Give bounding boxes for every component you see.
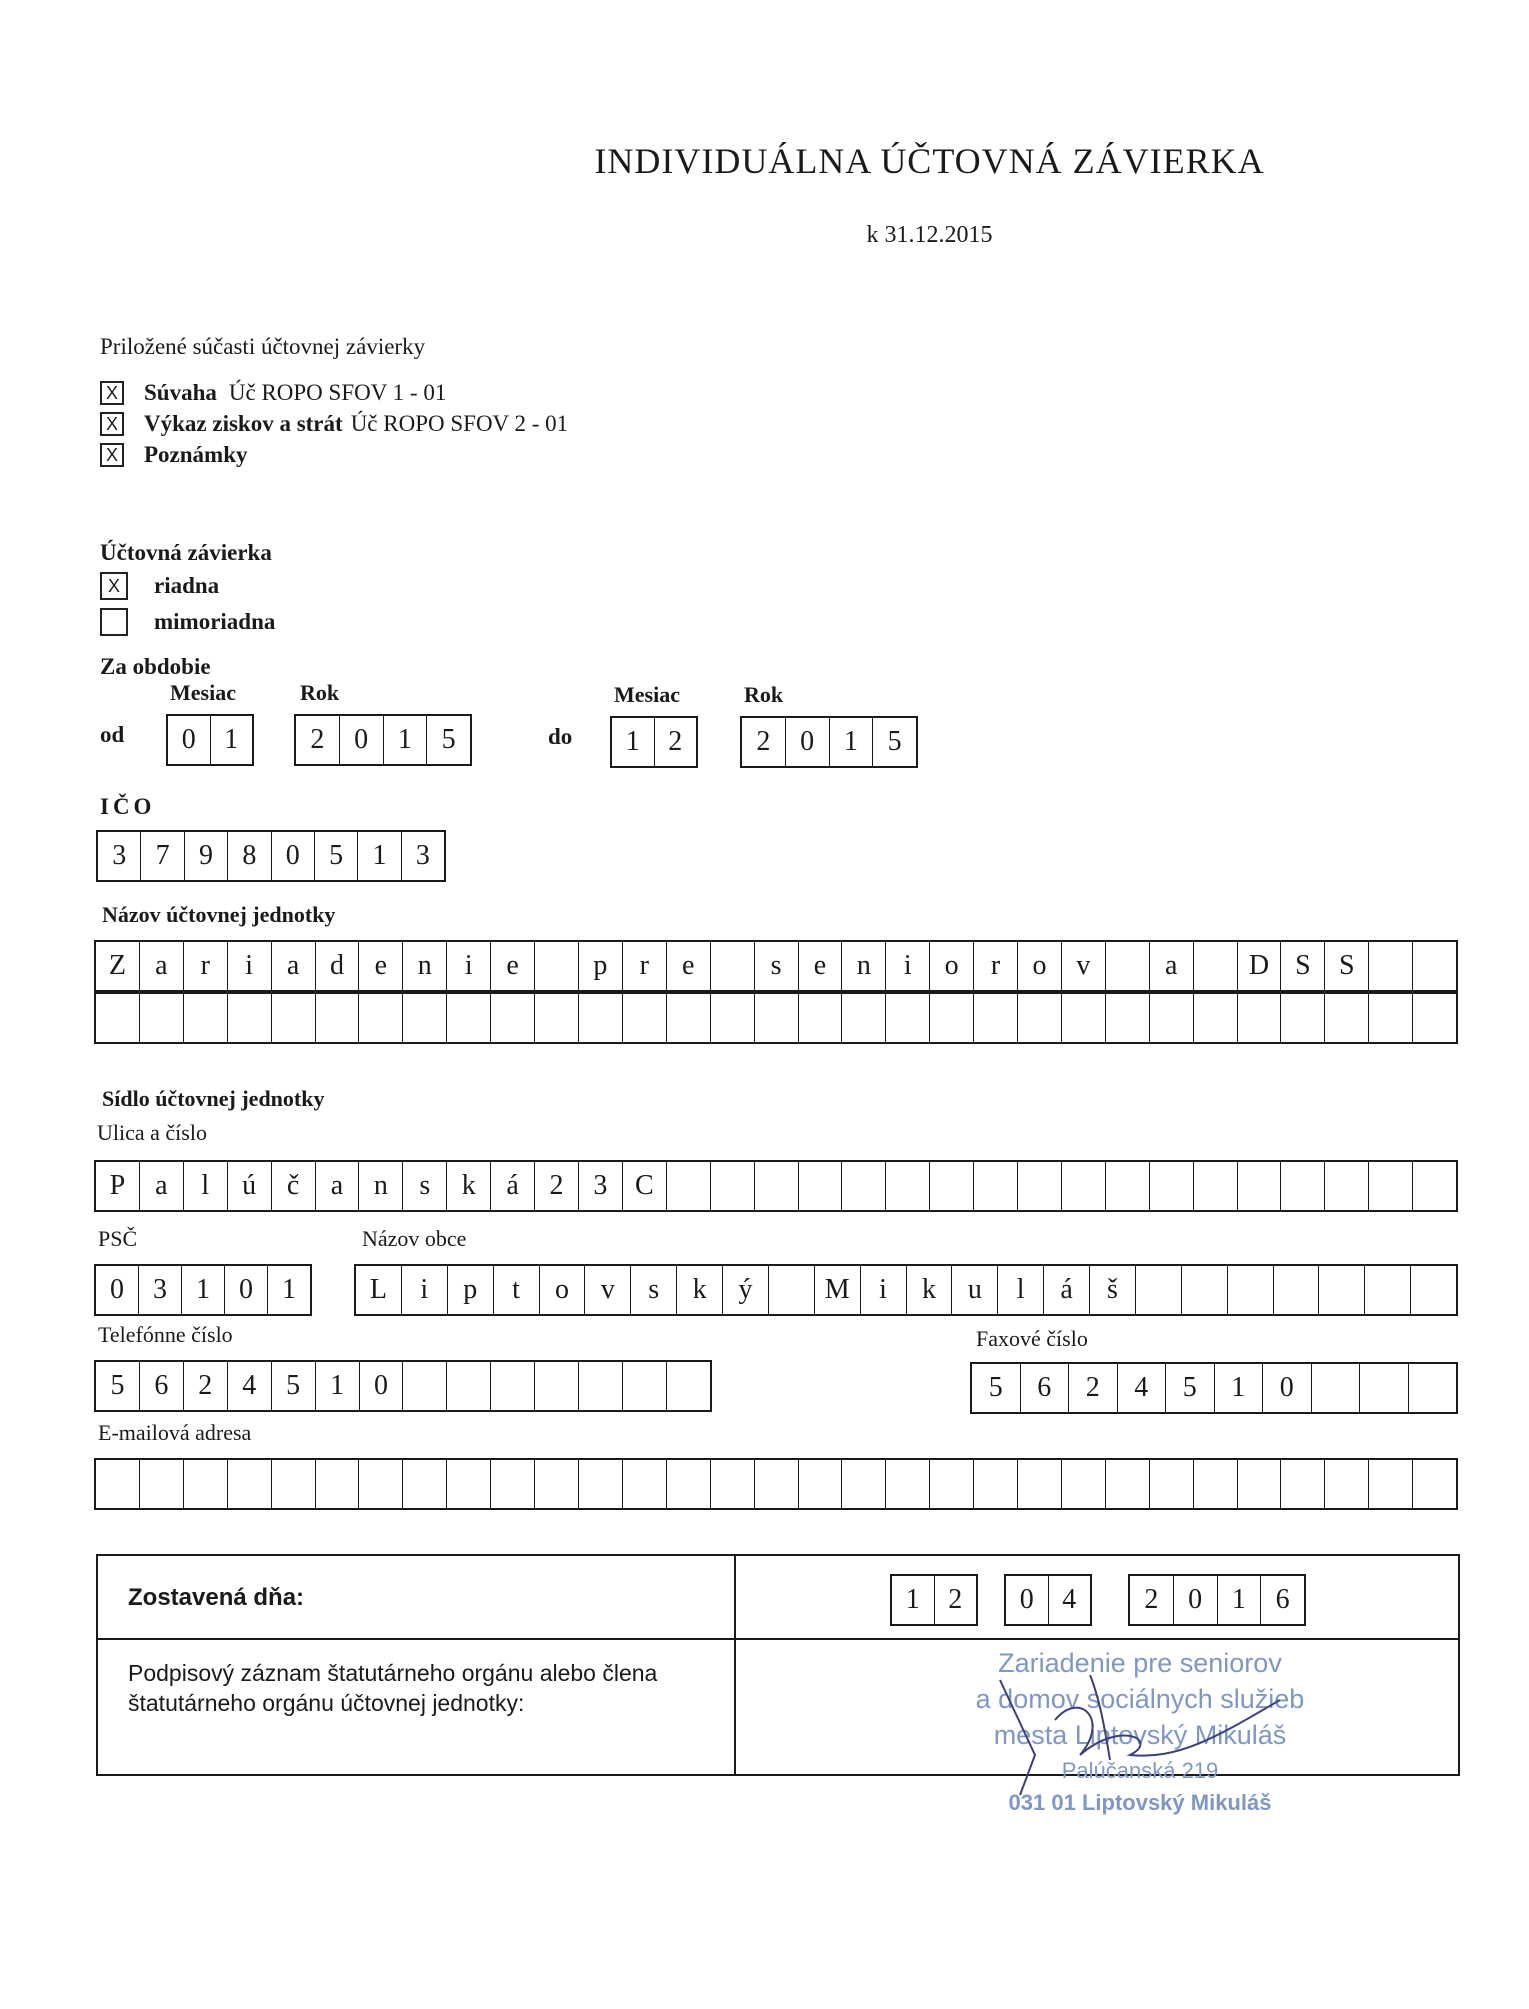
field-cell[interactable]: d [316, 942, 360, 990]
field-cell[interactable]: 0 [360, 1362, 404, 1410]
unit-name-row2[interactable] [94, 992, 1458, 1044]
field-cell[interactable] [491, 994, 535, 1042]
field-cell[interactable] [711, 994, 755, 1042]
to-month-label: Mesiac [614, 682, 680, 707]
field-cell[interactable]: 0 [340, 716, 384, 764]
field-cell[interactable]: M [815, 1266, 861, 1314]
fax-label: Faxové číslo [976, 1326, 1088, 1351]
field-cell[interactable] [184, 1460, 228, 1508]
field-cell[interactable] [974, 1460, 1018, 1508]
field-cell[interactable] [1369, 942, 1413, 990]
field-cell[interactable]: i [886, 942, 930, 990]
field-cell[interactable]: č [272, 1162, 316, 1210]
field-cell[interactable]: n [359, 1162, 403, 1210]
fax-field[interactable] [970, 1362, 1458, 1414]
document-date: k 31.12.2015 [866, 222, 993, 248]
address-heading: Sídlo účtovnej jednotky [102, 1086, 325, 1111]
field-cell[interactable]: Z [96, 942, 140, 990]
field-cell[interactable]: 5 [315, 832, 358, 880]
field-cell[interactable]: 5 [887, 726, 902, 757]
field-cell[interactable]: 1 [1215, 1364, 1264, 1412]
field-cell[interactable] [1018, 1460, 1062, 1508]
option-label: riadna [154, 573, 220, 598]
field-cell[interactable] [272, 1460, 316, 1508]
field-cell[interactable]: e [491, 942, 535, 990]
field-cell[interactable] [491, 1460, 535, 1508]
field-cell[interactable]: 2 [948, 1584, 963, 1615]
field-cell[interactable] [359, 994, 403, 1042]
field-cell[interactable]: 2 [296, 716, 340, 764]
field-cell[interactable] [842, 1162, 886, 1210]
field-cell[interactable]: 0 [168, 716, 211, 764]
field-cell[interactable] [140, 1460, 184, 1508]
field-cell[interactable]: D [1238, 942, 1282, 990]
field-cell[interactable] [1106, 994, 1150, 1042]
to-year-field[interactable] [740, 716, 918, 768]
field-cell[interactable] [316, 994, 360, 1042]
to-label: do [548, 724, 573, 749]
field-cell[interactable] [403, 1460, 447, 1508]
street-label: Ulica a číslo [97, 1120, 207, 1145]
field-cell[interactable] [755, 1162, 799, 1210]
field-cell[interactable]: 2 [184, 1362, 228, 1410]
stamp-line1: Zariadenie pre seniorov [998, 1648, 1282, 1678]
stamp-line2: a domov sociálnych služieb [975, 1684, 1305, 1714]
field-cell[interactable]: a [140, 1162, 184, 1210]
field-cell[interactable]: i [861, 1266, 907, 1314]
stamp-line3: mesta Liptovský Mikuláš [993, 1720, 1287, 1750]
checkbox[interactable]: X [100, 381, 124, 405]
field-cell[interactable]: 2 [668, 726, 683, 757]
field-cell[interactable]: 5 [441, 724, 456, 755]
field-cell[interactable]: o [1018, 942, 1062, 990]
field-cell[interactable] [842, 994, 886, 1042]
field-cell[interactable]: 5 [972, 1364, 1021, 1412]
field-cell[interactable]: 9 [185, 832, 228, 880]
compiled-month-field[interactable] [1004, 1574, 1092, 1626]
attachment-name: Súvaha [144, 380, 217, 405]
document-title: INDIVIDUÁLNA ÚČTOVNÁ ZÁVIERKA [594, 141, 1265, 181]
street-field[interactable] [94, 1160, 1458, 1212]
field-cell[interactable]: 2 [1069, 1364, 1118, 1412]
field-cell[interactable]: 3 [415, 840, 430, 871]
field-cell[interactable] [1360, 1364, 1409, 1412]
field-cell[interactable] [974, 994, 1018, 1042]
field-cell[interactable]: 1 [182, 1266, 225, 1314]
field-cell[interactable]: o [930, 942, 974, 990]
field-cell[interactable] [272, 994, 316, 1042]
field-cell[interactable] [535, 942, 579, 990]
ico-label: IČO [100, 794, 156, 819]
field-cell[interactable] [447, 994, 491, 1042]
field-cell[interactable] [535, 994, 579, 1042]
attachment-name: Výkaz ziskov a strát [144, 411, 343, 436]
field-cell[interactable]: ú [228, 1162, 272, 1210]
checkbox[interactable]: X [100, 412, 124, 436]
attachment-form: Úč ROPO SFOV 2 - 01 [350, 411, 569, 436]
field-cell[interactable]: 0 [272, 832, 315, 880]
field-cell[interactable] [755, 1460, 799, 1508]
field-cell[interactable] [1238, 1162, 1282, 1210]
field-cell[interactable] [886, 1162, 930, 1210]
field-cell[interactable] [667, 994, 711, 1042]
field-cell[interactable] [974, 1162, 1018, 1210]
field-cell[interactable] [711, 942, 755, 990]
field-cell[interactable] [316, 1460, 360, 1508]
field-cell[interactable] [1106, 1460, 1150, 1508]
compiled-year-field[interactable] [1128, 1574, 1306, 1626]
email-label: E-mailová adresa [98, 1420, 252, 1445]
to-year-label: Rok [744, 682, 784, 707]
to-month-field[interactable] [610, 716, 698, 768]
field-cell[interactable]: 0 [225, 1266, 268, 1314]
field-cell[interactable]: 2 [1130, 1576, 1174, 1624]
field-cell[interactable]: i [402, 1266, 448, 1314]
field-cell[interactable]: k [677, 1266, 723, 1314]
field-cell[interactable]: 5 [96, 1362, 140, 1410]
field-cell[interactable] [1228, 1266, 1274, 1314]
field-cell[interactable]: ý [723, 1266, 769, 1314]
field-cell[interactable] [1312, 1364, 1361, 1412]
field-cell[interactable] [96, 1460, 140, 1508]
field-cell[interactable] [96, 994, 140, 1042]
field-cell[interactable] [579, 994, 623, 1042]
field-cell[interactable]: š [1090, 1266, 1136, 1314]
unit-name-label: Názov účtovnej jednotky [102, 902, 336, 927]
field-cell[interactable]: 1 [612, 718, 655, 766]
field-cell[interactable]: s [403, 1162, 447, 1210]
field-cell[interactable] [711, 1460, 755, 1508]
field-cell[interactable]: e [667, 942, 711, 990]
field-cell[interactable]: n [403, 942, 447, 990]
field-cell[interactable]: u [952, 1266, 998, 1314]
field-cell[interactable]: S [1281, 942, 1325, 990]
field-cell[interactable] [228, 994, 272, 1042]
stamp-line5: 031 01 Liptovský Mikuláš [1008, 1790, 1272, 1815]
psc-label: PSČ [98, 1226, 138, 1251]
field-cell[interactable] [535, 1460, 579, 1508]
from-month-field[interactable] [166, 714, 254, 766]
field-cell[interactable]: o [540, 1266, 586, 1314]
field-cell[interactable] [1194, 942, 1238, 990]
field-cell[interactable] [1106, 942, 1150, 990]
field-cell[interactable] [1365, 1266, 1411, 1314]
field-cell[interactable]: s [755, 942, 799, 990]
field-cell[interactable] [359, 1460, 403, 1508]
field-cell[interactable]: k [907, 1266, 953, 1314]
field-cell[interactable]: 5 [1166, 1364, 1215, 1412]
field-cell[interactable] [1018, 1162, 1062, 1210]
attachment-name: Poznámky [144, 442, 248, 467]
field-cell[interactable]: 0 [1263, 1364, 1312, 1412]
city-field[interactable] [354, 1264, 1458, 1316]
field-cell[interactable] [1062, 994, 1106, 1042]
field-cell[interactable] [1411, 1266, 1456, 1314]
field-cell[interactable] [799, 1460, 843, 1508]
field-cell[interactable]: 4 [1118, 1364, 1167, 1412]
field-cell[interactable] [1150, 1162, 1194, 1210]
field-cell[interactable]: r [974, 942, 1018, 990]
field-cell[interactable]: 4 [1062, 1584, 1077, 1615]
city-label: Názov obce [362, 1226, 467, 1251]
field-cell[interactable]: 2 [535, 1162, 579, 1210]
field-cell[interactable] [1238, 994, 1282, 1042]
field-cell[interactable] [1150, 994, 1194, 1042]
attachment-form: Úč ROPO SFOV 1 - 01 [228, 380, 447, 405]
field-cell[interactable]: 0 [786, 718, 830, 766]
field-cell[interactable]: a [1150, 942, 1194, 990]
field-cell[interactable] [1062, 1162, 1106, 1210]
from-label: od [100, 722, 125, 747]
field-cell[interactable]: 6 [1021, 1364, 1070, 1412]
signature-label-line1: Podpisový záznam štatutárneho orgánu alebo člena [128, 1660, 658, 1686]
field-cell[interactable]: 1 [358, 832, 401, 880]
field-cell[interactable] [711, 1162, 755, 1210]
field-cell[interactable]: 1 [892, 1576, 935, 1624]
attachment-item [100, 408, 568, 440]
field-cell[interactable]: v [585, 1266, 631, 1314]
field-cell[interactable]: i [447, 942, 491, 990]
field-cell[interactable] [184, 994, 228, 1042]
field-cell[interactable]: r [184, 942, 228, 990]
field-cell[interactable] [623, 1460, 667, 1508]
field-cell[interactable]: s [631, 1266, 677, 1314]
field-cell[interactable]: 0 [1006, 1576, 1049, 1624]
field-cell[interactable]: 2 [742, 718, 786, 766]
field-cell[interactable]: v [1062, 942, 1106, 990]
period-heading: Za obdobie [100, 654, 211, 679]
field-cell[interactable]: p [579, 942, 623, 990]
field-cell[interactable] [403, 1362, 447, 1410]
field-cell[interactable]: a [316, 1162, 360, 1210]
field-cell[interactable] [667, 1162, 711, 1210]
field-cell[interactable]: 1 [316, 1362, 360, 1410]
field-cell[interactable] [1325, 994, 1369, 1042]
field-cell[interactable] [140, 994, 184, 1042]
stamp-line4: Palúčanská 219 [1061, 1758, 1219, 1783]
from-year-field[interactable] [294, 714, 472, 766]
signature-label-line2: štatutárneho orgánu účtovnej jednotky: [128, 1690, 525, 1716]
compiled-day-field[interactable] [890, 1574, 978, 1626]
field-cell[interactable]: t [494, 1266, 540, 1314]
field-cell[interactable] [491, 1362, 535, 1410]
field-cell[interactable] [1319, 1266, 1365, 1314]
field-cell[interactable] [535, 1362, 579, 1410]
field-cell[interactable] [842, 1460, 886, 1508]
field-cell[interactable]: 3 [579, 1162, 623, 1210]
attachment-item [100, 440, 568, 470]
field-cell[interactable] [1281, 1162, 1325, 1210]
checkbox[interactable]: X [100, 572, 128, 600]
field-cell[interactable]: 5 [272, 1362, 316, 1410]
field-cell[interactable]: 0 [96, 1266, 139, 1314]
field-cell[interactable] [1413, 994, 1456, 1042]
ico-field[interactable] [96, 830, 446, 882]
field-cell[interactable]: a [140, 942, 184, 990]
field-cell[interactable]: 6 [1275, 1584, 1290, 1615]
field-cell[interactable]: k [447, 1162, 491, 1210]
field-cell[interactable] [1136, 1266, 1182, 1314]
field-cell[interactable]: a [272, 942, 316, 990]
field-cell[interactable] [1194, 1162, 1238, 1210]
checkbox[interactable]: X [100, 443, 124, 467]
divider [734, 1556, 736, 1774]
field-cell[interactable]: r [623, 942, 667, 990]
field-cell[interactable] [1182, 1266, 1228, 1314]
attachments-list [100, 378, 568, 470]
field-cell[interactable] [623, 1362, 667, 1410]
field-cell[interactable]: 1 [1218, 1576, 1262, 1624]
unit-name-row1[interactable] [94, 940, 1458, 992]
field-cell[interactable]: 0 [1174, 1576, 1218, 1624]
field-cell[interactable] [667, 1460, 711, 1508]
field-cell[interactable] [1413, 1162, 1456, 1210]
field-cell[interactable] [447, 1362, 491, 1410]
field-cell[interactable]: e [359, 942, 403, 990]
field-cell[interactable] [1194, 1460, 1238, 1508]
field-cell[interactable]: p [448, 1266, 494, 1314]
closure-option-extraordinary [100, 604, 275, 640]
field-cell[interactable] [799, 1162, 843, 1210]
option-label: mimoriadna [154, 609, 276, 634]
field-cell[interactable]: 3 [139, 1266, 182, 1314]
field-cell[interactable]: 3 [98, 832, 141, 880]
field-cell[interactable]: 8 [228, 832, 271, 880]
field-cell[interactable]: n [842, 942, 886, 990]
field-cell[interactable]: 6 [140, 1362, 184, 1410]
from-year-label: Rok [300, 680, 340, 705]
field-cell[interactable] [1325, 1162, 1369, 1210]
divider [98, 1638, 1458, 1640]
closure-type-options [100, 568, 275, 640]
field-cell[interactable] [886, 1460, 930, 1508]
field-cell[interactable]: 7 [141, 832, 184, 880]
closure-option-regular [100, 568, 275, 604]
field-cell[interactable] [579, 1362, 623, 1410]
from-month-label: Mesiac [170, 680, 236, 705]
field-cell[interactable]: á [491, 1162, 535, 1210]
compiled-label: Zostavená dňa: [128, 1584, 305, 1611]
field-cell[interactable] [1409, 1364, 1457, 1412]
field-cell[interactable] [930, 1162, 974, 1210]
checkbox[interactable] [100, 608, 128, 636]
field-cell[interactable]: 1 [224, 724, 239, 755]
phone-label: Telefónne číslo [98, 1322, 233, 1347]
field-cell[interactable] [769, 1266, 815, 1314]
field-cell[interactable] [579, 1460, 623, 1508]
field-cell[interactable] [1194, 994, 1238, 1042]
field-cell[interactable]: á [1044, 1266, 1090, 1314]
field-cell[interactable] [1369, 994, 1413, 1042]
field-cell[interactable] [1281, 1460, 1325, 1508]
field-cell[interactable]: S [1325, 942, 1369, 990]
field-cell[interactable]: 1 [384, 716, 428, 764]
psc-field[interactable] [94, 1264, 312, 1316]
field-cell[interactable]: l [184, 1162, 228, 1210]
field-cell[interactable] [1062, 1460, 1106, 1508]
field-cell[interactable] [886, 994, 930, 1042]
closure-type-heading: Účtovná závierka [100, 540, 272, 565]
field-cell[interactable] [1150, 1460, 1194, 1508]
field-cell[interactable]: l [998, 1266, 1044, 1314]
field-cell[interactable] [403, 994, 447, 1042]
field-cell[interactable] [623, 994, 667, 1042]
field-cell[interactable] [1106, 1162, 1150, 1210]
attachment-item [100, 378, 568, 408]
field-cell[interactable]: 1 [282, 1274, 296, 1305]
field-cell[interactable] [755, 994, 799, 1042]
field-cell[interactable] [1238, 1460, 1282, 1508]
field-cell[interactable] [228, 1460, 272, 1508]
field-cell[interactable] [930, 1460, 974, 1508]
field-cell[interactable]: i [228, 942, 272, 990]
field-cell[interactable] [447, 1460, 491, 1508]
field-cell[interactable] [1325, 1460, 1369, 1508]
field-cell[interactable] [1274, 1266, 1320, 1314]
field-cell[interactable] [1369, 1460, 1413, 1508]
signature-scribble-icon [960, 1660, 1320, 1800]
field-cell[interactable]: e [799, 942, 843, 990]
field-cell[interactable] [1369, 1162, 1413, 1210]
field-cell[interactable]: 4 [228, 1362, 272, 1410]
email-field[interactable] [94, 1458, 1458, 1510]
field-cell[interactable] [1281, 994, 1325, 1042]
field-cell[interactable]: C [623, 1162, 667, 1210]
field-cell[interactable]: 1 [830, 718, 874, 766]
phone-field[interactable] [94, 1360, 712, 1412]
field-cell[interactable] [799, 994, 843, 1042]
field-cell[interactable] [930, 994, 974, 1042]
field-cell[interactable]: P [96, 1162, 140, 1210]
field-cell[interactable] [667, 1362, 710, 1410]
field-cell[interactable] [1018, 994, 1062, 1042]
field-cell[interactable] [1413, 1460, 1456, 1508]
field-cell[interactable]: L [356, 1266, 402, 1314]
attachments-heading: Priložené súčasti účtovnej závierky [100, 334, 426, 359]
field-cell[interactable] [1413, 942, 1456, 990]
